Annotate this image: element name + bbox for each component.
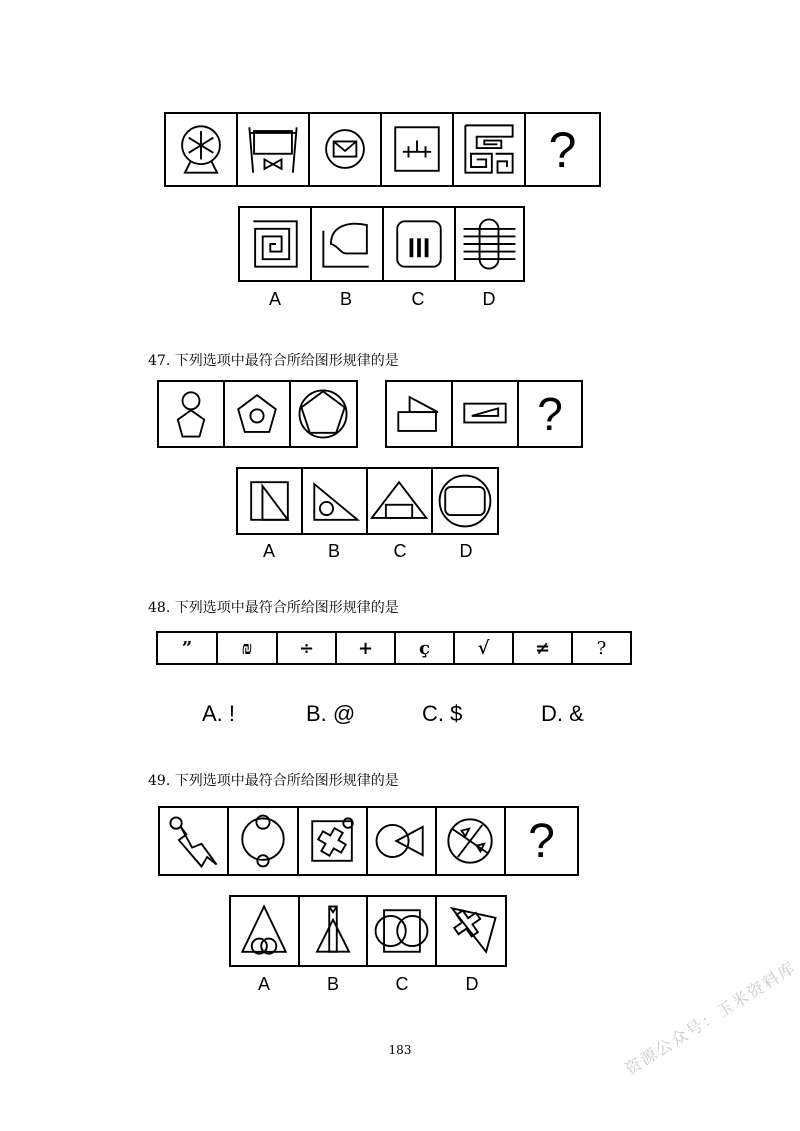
capsule-with-lines-icon	[456, 208, 523, 280]
q48-title: 48. 下列选项中最符合所给图形规律的是	[148, 600, 399, 616]
q46-option-c-label[interactable]: C	[411, 289, 425, 309]
q48-symbol-row	[156, 631, 632, 665]
frame-with-bowtie-icon	[238, 114, 308, 185]
q47-option-d-figure[interactable]	[431, 467, 499, 535]
triangle-with-cross-icon	[437, 897, 505, 965]
q48-option-a[interactable]: A. !	[202, 701, 236, 726]
q47-group-1	[157, 380, 358, 448]
q47-option-b-label[interactable]: B	[327, 541, 340, 561]
q48-symbol-2: ₪	[216, 631, 278, 665]
q46-figure-2	[236, 112, 310, 187]
q49-option-d-figure[interactable]	[435, 895, 507, 967]
q47-option-a-label[interactable]: A	[262, 541, 275, 561]
q47-option-d-label[interactable]: D	[459, 541, 473, 561]
q49-options-row	[229, 895, 507, 967]
q47-group2-figure-2	[451, 380, 519, 448]
q49-figure-1	[158, 806, 229, 876]
square-with-cross-icon	[299, 808, 366, 874]
q48-symbol-5: ç	[394, 631, 455, 665]
q48-symbol-4: +	[335, 631, 396, 665]
q46-option-a-figure[interactable]	[238, 206, 312, 282]
q49-option-c-figure[interactable]	[366, 895, 437, 967]
rectangle-with-triangle-flag-icon	[387, 382, 451, 446]
q46-figure-6	[524, 112, 601, 187]
q47-title: 47. 下列选项中最符合所给图形规律的是	[148, 353, 399, 369]
question-mark-icon: ?	[537, 388, 563, 440]
q49-title: 49. 下列选项中最符合所给图形规律的是	[148, 773, 399, 789]
q49-figure-5	[435, 806, 506, 876]
pentagon-with-circle-icon	[225, 382, 289, 446]
q49-figure-4	[366, 806, 437, 876]
q48-symbol-1: ”	[156, 631, 218, 665]
q48-option-b[interactable]: B. @	[306, 701, 356, 726]
q48-symbol-3: ÷	[276, 631, 337, 665]
q46-option-b-label[interactable]: B	[339, 289, 352, 309]
rectangle-with-triangle-inside-icon	[453, 382, 517, 446]
q49-option-a-label[interactable]: A	[257, 974, 270, 994]
q49-question-row	[158, 806, 579, 876]
q46-option-c-figure[interactable]	[382, 206, 456, 282]
q49-option-b-figure[interactable]	[298, 895, 368, 967]
q46-question-row	[164, 112, 601, 187]
q47-option-c-figure[interactable]	[366, 467, 433, 535]
q49-figure-2	[227, 806, 299, 876]
question-mark-icon: ?	[548, 121, 577, 178]
q48-symbol-8: ?	[571, 631, 632, 665]
q47-group2-figure-1	[385, 380, 453, 448]
triangle-with-circle-icon	[303, 469, 366, 533]
ribbon-with-circle-icon	[160, 808, 227, 874]
circle-with-rectangle-icon	[433, 469, 497, 533]
q46-option-a-label[interactable]: A	[268, 289, 281, 309]
q47-group2-figure-3	[517, 380, 583, 448]
square-with-two-circles-icon	[368, 897, 435, 965]
rounded-square-with-bars-icon	[384, 208, 454, 280]
q49-option-a-figure[interactable]	[229, 895, 300, 967]
envelope-in-circle-icon	[310, 114, 380, 185]
q49-option-b-label[interactable]: B	[326, 974, 339, 994]
q47-group-2	[385, 380, 583, 448]
circles-stacked-icon	[229, 808, 297, 874]
q46-options-row	[238, 206, 525, 282]
triangle-with-rectangle-icon	[300, 897, 366, 965]
q47-option-b-figure[interactable]	[301, 467, 368, 535]
q49-option-d-label[interactable]: D	[465, 974, 479, 994]
spiral-meander-pattern-icon	[454, 114, 524, 185]
q47-options-row	[236, 467, 499, 535]
q47-option-c-label[interactable]: C	[393, 541, 407, 561]
q47-option-a-figure[interactable]	[236, 467, 303, 535]
q48-option-d[interactable]: D. &	[541, 701, 584, 726]
q48-symbol-6: √	[453, 631, 514, 665]
q49-figure-6	[504, 806, 579, 876]
circle-with-asterisk-on-stand-icon	[166, 114, 236, 185]
q46-figure-3	[308, 112, 382, 187]
q48-symbol-7: ≠	[512, 631, 573, 665]
pentagon-in-circle-icon	[291, 382, 356, 446]
circle-with-triangle-icon	[368, 808, 435, 874]
q47-group1-figure-3	[289, 380, 358, 448]
square-with-right-triangle-icon	[238, 469, 301, 533]
triangle-with-two-circles-icon	[231, 897, 298, 965]
square-spiral-icon	[240, 208, 310, 280]
q46-figure-1	[164, 112, 238, 187]
triangle-with-rectangle-icon	[368, 469, 431, 533]
q47-group1-figure-1	[157, 380, 225, 448]
curved-pipe-shape-icon	[312, 208, 382, 280]
q46-option-b-figure[interactable]	[310, 206, 384, 282]
watermark: 资源公众号：玉米资料库	[621, 957, 800, 1079]
q46-option-d-figure[interactable]	[454, 206, 525, 282]
question-mark-icon: ?	[528, 814, 555, 868]
q49-figure-3	[297, 806, 368, 876]
person-silhouette-icon	[159, 382, 223, 446]
circle-quadrants-with-triangles-icon	[437, 808, 504, 874]
q46-option-d-label[interactable]: D	[482, 289, 496, 309]
q49-option-c-label[interactable]: C	[395, 974, 409, 994]
q46-figure-4	[380, 112, 454, 187]
q46-figure-5	[452, 112, 526, 187]
q47-group1-figure-2	[223, 380, 291, 448]
square-with-bracket-line-icon	[382, 114, 452, 185]
q48-option-c[interactable]: C. $	[422, 701, 463, 726]
page-number: 183	[388, 1043, 412, 1057]
